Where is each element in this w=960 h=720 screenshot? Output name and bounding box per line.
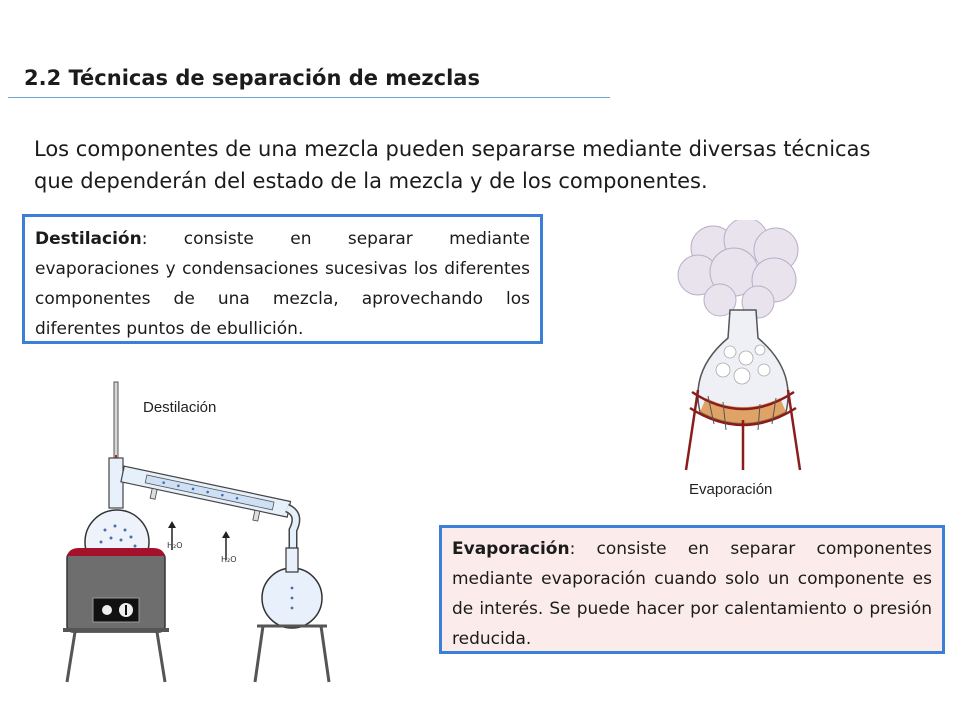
- evaporacion-term: Evaporación: [452, 539, 570, 559]
- condenser: [119, 466, 291, 527]
- evaporacion-definition: : consiste en separar componentes mediante evaporación cuando solo un componente es de interés. Se puede hacer por calentamiento o presión reducida.: [452, 539, 932, 649]
- destilacion-caption: Destilación: [143, 399, 217, 416]
- distillation-apparatus-illustration: [55, 380, 345, 685]
- section-title: 2.2 Técnicas de separación de mezclas: [24, 66, 480, 90]
- destilacion-term: Destilación: [35, 229, 142, 249]
- destilacion-definition: : consiste en separar mediante evaporaciones y condensaciones sucesivas los diferentes componentes de una mezcla, aprovechando los diferentes puntos de ebullición.: [35, 229, 530, 339]
- evaporacion-definition-box: [439, 525, 945, 654]
- water-label-2: H₂O: [221, 555, 237, 564]
- steam-cloud: [678, 220, 798, 318]
- evaporacion-caption: Evaporación: [689, 481, 773, 498]
- evaporation-illustration: [668, 220, 818, 475]
- intro-paragraph: Los componentes de una mezcla pueden separarse mediante diversas técnicas que dependerán del estado de la mezcla y de los componentes.: [34, 137, 871, 193]
- water-label-1: H₂O: [167, 541, 183, 550]
- destilacion-definition-box: [22, 214, 543, 344]
- title-underline: [8, 97, 610, 98]
